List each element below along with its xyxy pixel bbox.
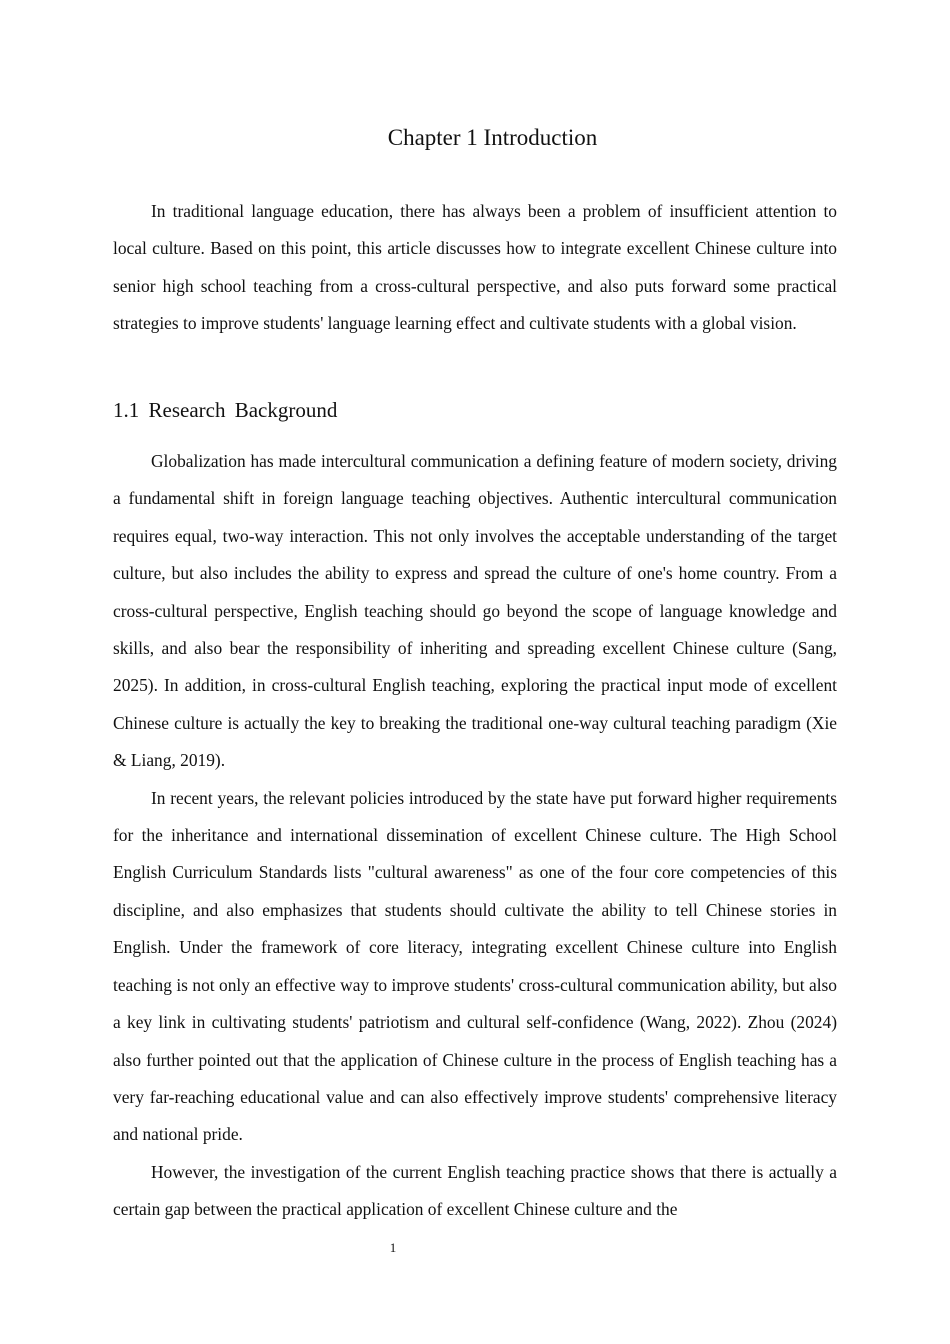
chapter-title: Chapter 1 Introduction bbox=[387, 125, 598, 150]
body-paragraph: In recent years, the relevant policies introduced by the state have put forward higher requirements for the inheritance and international dissemination of excellent Chinese culture. The High School English Curriculum Standards lists "cultural awareness" as one of the four core competencies of this discipline, and also emphasizes that students should cultivate the ability to tell Chinese stories in English. Under the framework of core literacy, integrating excellent Chinese culture into English teaching is not only an effective way to improve students' cross-cultural communication ability, but also a key link in cultivating students' patriotism and cultural self-confidence (Wang, 2022). Zhou (2024) also further pointed out that the application of Chinese culture in the process of English teaching has a very far-reaching educational value and can also effectively improve students' comprehensive literacy and national pride. bbox=[113, 787, 837, 1145]
page-number: 1 bbox=[389, 1240, 397, 1255]
section-heading: 1.1 Research Background bbox=[113, 398, 338, 422]
intro-paragraph: In traditional language education, there has always been a problem of insufficient attention to local culture. Based on this point, this article discusses how to integrate excellent Chinese culture into senior high school teaching from a cross-cultural perspective, and also puts forward some practical strategies to improve students' language learning effect and cultivate students with a global vision. bbox=[113, 201, 837, 334]
body-paragraph: Globalization has made intercultural communication a defining feature of modern society, driving a fundamental shift in foreign language teaching objectives. Authentic intercultural communication requires equal, two-way interaction. This not only involves the acceptable understanding of the target culture, but also includes the ability to express and spread the culture of one's home country. From a cross-cultural perspective, English teaching should go beyond the scope of language knowledge and skills, and also bear the responsibility of inheriting and spreading excellent Chinese culture (Sang, 2025). In addition, in cross-cultural English teaching, exploring the practical input mode of excellent Chinese culture is actually the key to breaking the traditional one-way cultural teaching paradigm (Xie & Liang, 2019). bbox=[113, 451, 837, 771]
intro-section bbox=[113, 193, 837, 343]
research-background-section bbox=[113, 443, 837, 1229]
body-paragraph: However, the investigation of the current English teaching practice shows that there is actually a certain gap between the practical application of excellent Chinese culture and the bbox=[113, 1161, 837, 1220]
